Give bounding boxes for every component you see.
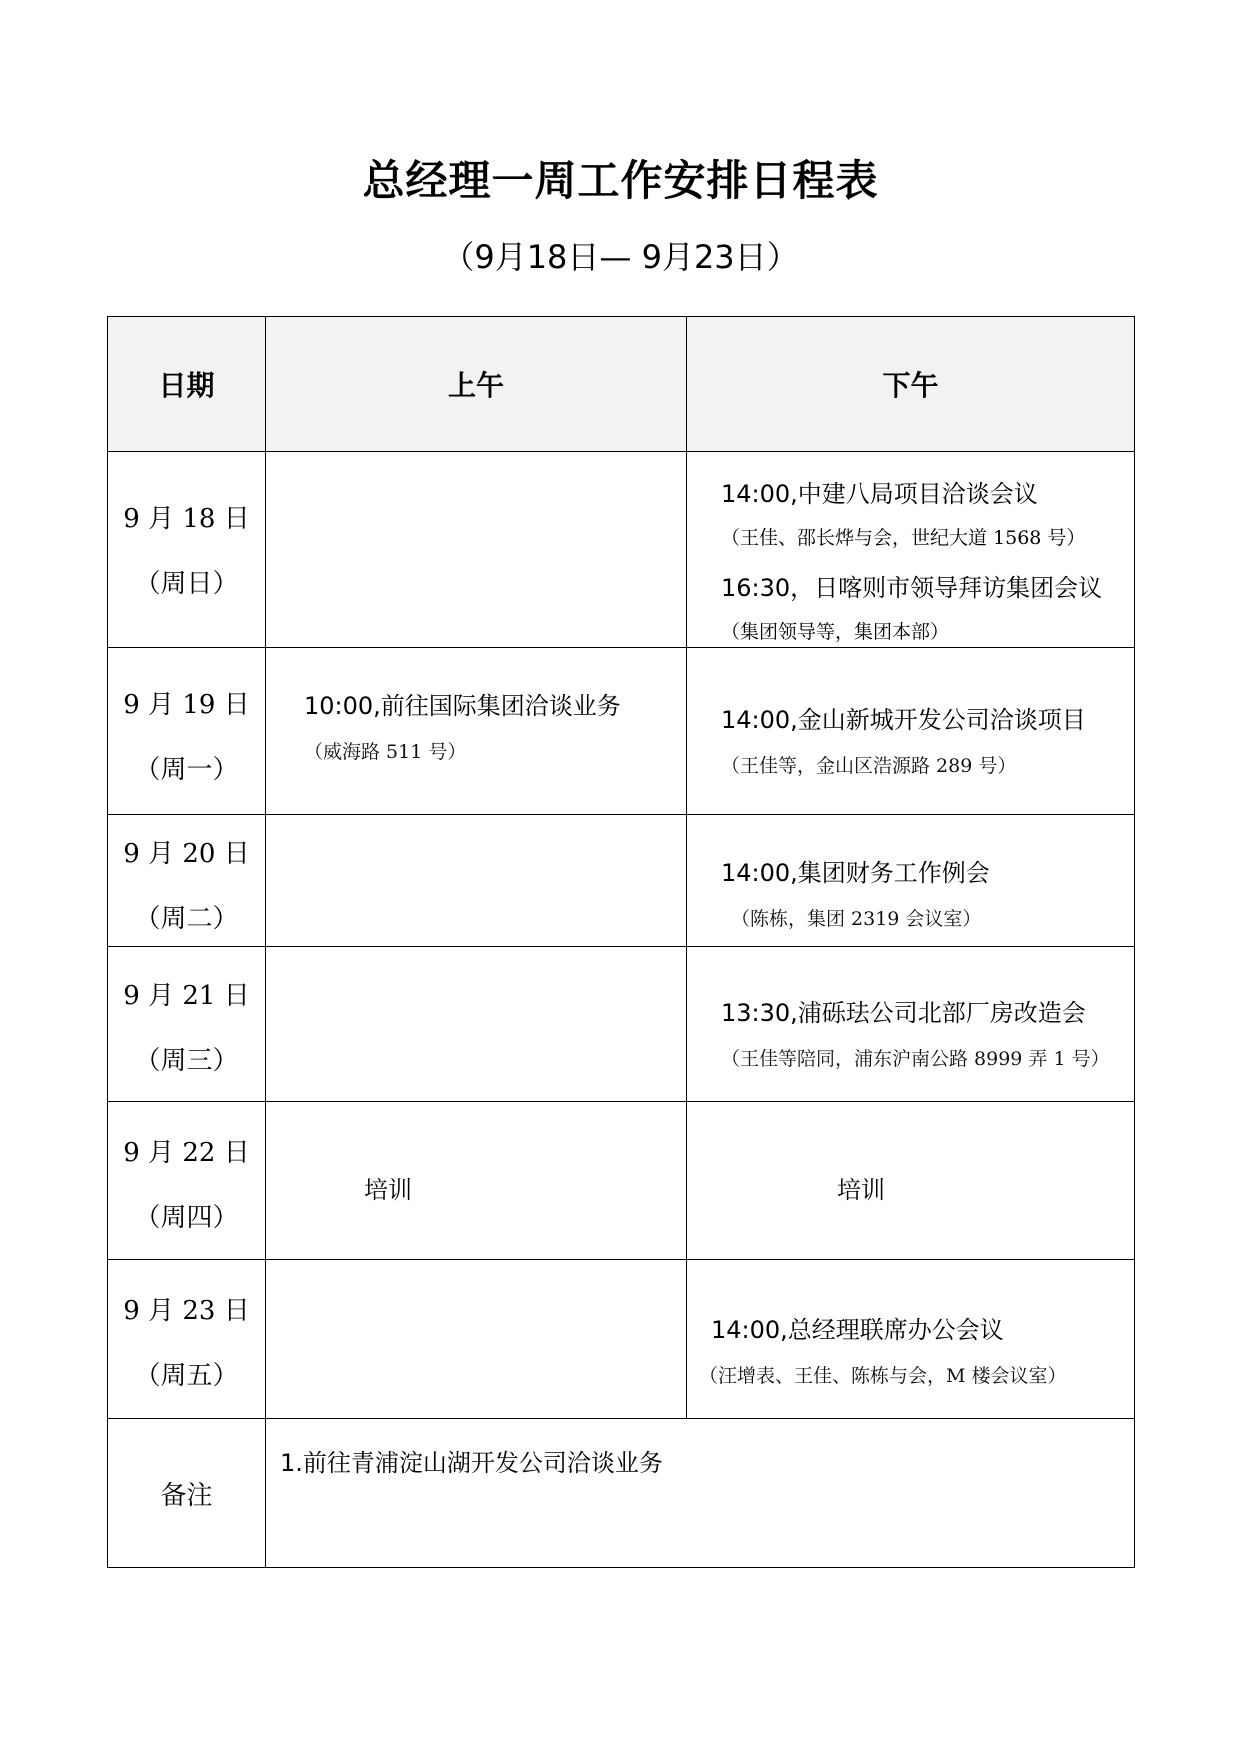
- weekday-label: （周日）: [134, 569, 239, 599]
- table-row: [108, 648, 1135, 815]
- header-row: [108, 317, 1135, 452]
- event-note: （集团领导等，集团本部）: [721, 621, 950, 643]
- header-afternoon: 下午: [687, 317, 1135, 452]
- training-label: 培训: [837, 1176, 885, 1204]
- date-cell: [108, 648, 266, 815]
- table-row: [108, 1260, 1135, 1419]
- table-row: [108, 815, 1135, 947]
- schedule-table: [107, 316, 1135, 1568]
- event-title: 14:00,总经理联席办公会议: [711, 1316, 1004, 1344]
- date-range-subtitle: （9月18日— 9月23日）: [442, 238, 799, 276]
- event-note: （陈栋，集团 2319 会议室）: [731, 908, 982, 930]
- weekday-label: （周四）: [134, 1203, 239, 1233]
- table-row: [108, 947, 1135, 1102]
- weekday-label: （周一）: [134, 755, 239, 785]
- remarks-label: 备注: [108, 1419, 266, 1568]
- event-note: （威海路 511 号）: [304, 741, 467, 763]
- remarks-cell: [266, 1419, 1135, 1568]
- event-note: （王佳等，金山区浩源路 289 号）: [721, 755, 1017, 777]
- date-label: 9 月 23 日: [123, 1296, 250, 1326]
- date-cell: [108, 947, 266, 1102]
- page-title: 总经理一周工作安排日程表: [362, 156, 879, 205]
- afternoon-cell: [687, 452, 1135, 648]
- afternoon-cell: [687, 1260, 1135, 1419]
- afternoon-cell: [687, 815, 1135, 947]
- morning-cell: [266, 1260, 687, 1419]
- afternoon-cell: [687, 947, 1135, 1102]
- event-title: 10:00,前往国际集团洽谈业务: [304, 692, 621, 720]
- event-title: 16:30，日喀则市领导拜访集团会议: [721, 574, 1103, 602]
- date-cell: [108, 1102, 266, 1260]
- date-label: 9 月 19 日: [123, 690, 250, 720]
- header-morning: 上午: [266, 317, 687, 452]
- weekday-label: （周二）: [134, 904, 239, 934]
- table-row: [108, 452, 1135, 648]
- header-date: 日期: [108, 317, 266, 452]
- morning-cell: [266, 815, 687, 947]
- event-title: 14:00,集团财务工作例会: [721, 859, 990, 887]
- morning-cell: [266, 452, 687, 648]
- date-label: 9 月 18 日: [123, 504, 250, 534]
- remarks-text: 1.前往青浦淀山湖开发公司洽谈业务: [280, 1449, 663, 1477]
- table-row: [108, 1102, 1135, 1260]
- date-cell: [108, 452, 266, 648]
- event-title: 14:00,金山新城开发公司洽谈项目: [721, 706, 1086, 734]
- morning-cell: [266, 1102, 687, 1260]
- weekday-label: （周三）: [134, 1046, 239, 1076]
- afternoon-cell: [687, 648, 1135, 815]
- event-title: 13:30,浦砾珐公司北部厂房改造会: [721, 999, 1086, 1027]
- date-label: 9 月 22 日: [123, 1138, 250, 1168]
- event-note: （王佳、邵长烨与会，世纪大道 1568 号）: [721, 527, 1086, 549]
- event-note: （汪增表、王佳、陈栋与会，M 楼会议室）: [699, 1365, 1067, 1387]
- morning-cell: [266, 648, 687, 815]
- afternoon-cell: [687, 1102, 1135, 1260]
- weekday-label: （周五）: [134, 1361, 239, 1391]
- training-label: 培训: [364, 1176, 412, 1204]
- morning-cell: [266, 947, 687, 1102]
- remarks-row: [108, 1419, 1135, 1568]
- event-title: 14:00,中建八局项目洽谈会议: [721, 480, 1038, 508]
- date-cell: [108, 1260, 266, 1419]
- event-note: （王佳等陪同，浦东沪南公路 8999 弄 1 号）: [721, 1048, 1110, 1070]
- date-label: 9 月 20 日: [123, 839, 250, 869]
- date-cell: [108, 815, 266, 947]
- date-label: 9 月 21 日: [123, 981, 250, 1011]
